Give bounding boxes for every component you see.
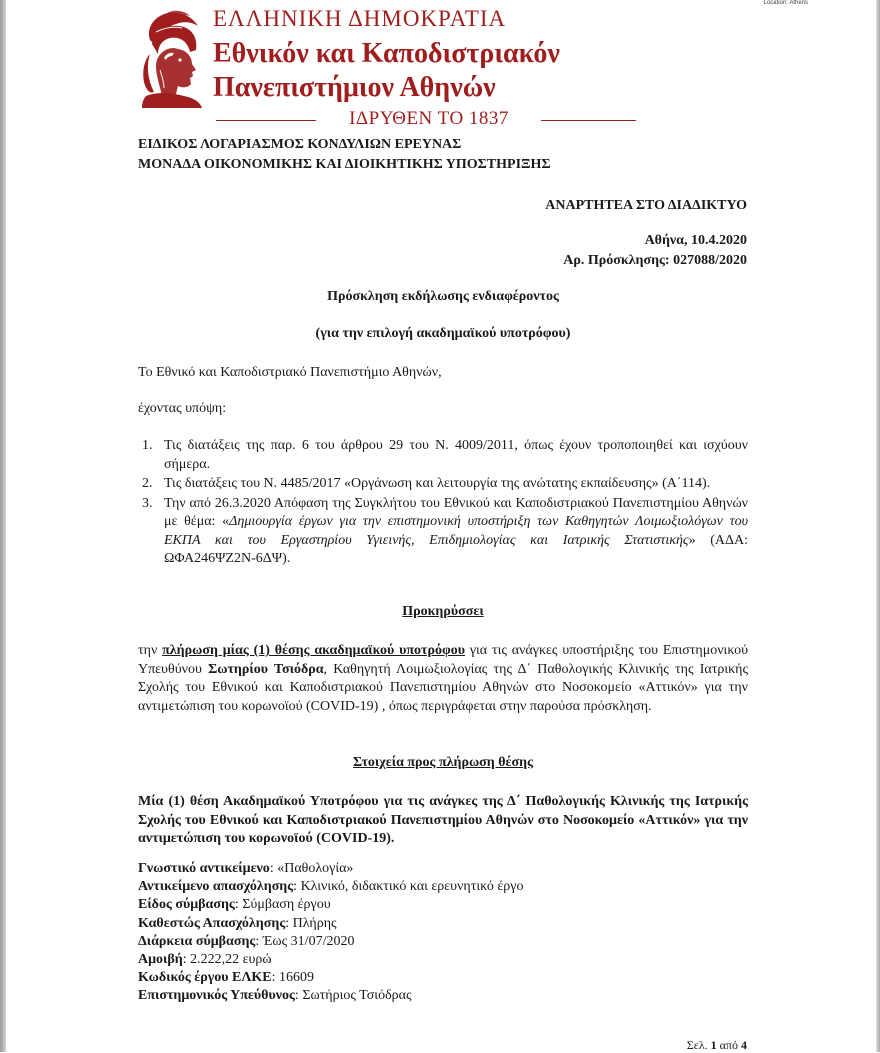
location-label: Location: Athens xyxy=(763,0,808,6)
founded-rule-left xyxy=(216,120,316,121)
detail-key: Αμοιβή xyxy=(138,952,183,968)
detail-row: Αμοιβή: 2.222,22 ευρώ xyxy=(138,952,272,968)
page-current: 1 xyxy=(710,1038,717,1052)
list-item-text-before: Την από 26.3.2020 Απόφαση της Συγκλήτου του Εθνικού και Καποδιστριακού Πανεπιστημίου Αθηνών με θέμα: « xyxy=(164,495,748,529)
department-line1: ΕΙΔΙΚΟΣ ΛΟΓΑΡΙΑΣΜΟΣ ΚΟΝΔΥΛΙΩΝ ΕΡΕΥΝΑΣ xyxy=(138,137,462,152)
detail-value: Κλινικό, διδακτικό και ερευνητικό έργο xyxy=(300,879,524,895)
announce-suffix: , Καθηγητή Λοιμωξιολογίας της Δ΄ Παθολογικής Κλινικής της Ιατρικής Σχολής του Εθνικού και Καποδιστριακού Πανεπιστημίου Αθηνών στο Νοσοκομείο «Αττικόν» για την αντιμετώπιση του κορωνοϊού (COVID-19) , όπως περιγράφεται στην παρούσα πρόσκληση. xyxy=(138,661,749,714)
list-item-text: Τις διατάξεις της παρ. 6 του άρθρου 29 του Ν. 4009/2011, όπως έχουν τροποποιηθεί και ισχύουν σήμερα. xyxy=(164,438,748,472)
list-item-text-after: » (ΑΔΑ: ΩΦΑ246ΨΖ2Ν-6ΔΨ). xyxy=(164,532,749,566)
document-subtitle: (για την επιλογή ακαδημαϊκού υποτρόφου) xyxy=(315,326,571,341)
position-details-list xyxy=(138,860,748,1006)
detail-value: 16609 xyxy=(279,970,315,986)
page-total: 4 xyxy=(741,1038,747,1052)
founded-text: ΙΔΡΥΘΕΝ ΤΟ 1837 xyxy=(349,108,509,129)
page-of: από xyxy=(716,1038,741,1052)
detail-key: Καθεστώς Απασχόλησης xyxy=(138,915,286,931)
announce-prefix: την xyxy=(138,643,163,658)
department-line2: ΜΟΝΑΔΑ ΟΙΚΟΝΟΜΙΚΗΣ ΚΑΙ ΔΙΟΙΚΗΤΙΚΗΣ ΥΠΟΣΤΗΡΙΞΗΣ xyxy=(138,157,551,172)
post-notice: ΑΝΑΡΤΗΤΕΑ ΣΤΟ ΔΙΑΔΙΚΤΥΟ xyxy=(545,198,747,213)
athena-emblem-icon xyxy=(136,10,208,108)
detail-row: Καθεστώς Απασχόλησης: Πλήρης xyxy=(138,915,337,931)
announce-position-emphasis: πλήρωση μίας (1) θέσης ακαδημαϊκού υποτρόφου xyxy=(162,643,466,658)
detail-value: 2.222,22 ευρώ xyxy=(190,952,272,968)
list-item-number: 1. xyxy=(142,438,153,453)
detail-value: Έως 31/07/2020 xyxy=(262,933,355,949)
list-item-number: 2. xyxy=(142,476,153,491)
university-name-line1: Εθνικόν και Καποδιστριακόν xyxy=(213,38,560,69)
considering-text: έχοντας υπόψη: xyxy=(138,401,227,416)
founded-banner xyxy=(216,108,636,132)
protocol-number: Αρ. Πρόσκλησης: 027088/2020 xyxy=(563,253,747,268)
detail-row: Είδος σύμβασης: Σύμβαση έργου xyxy=(138,897,331,913)
legal-basis-list xyxy=(138,437,748,570)
list-item xyxy=(138,495,748,569)
detail-value: «Παθολογία» xyxy=(277,861,354,876)
page-prefix: Σελ. xyxy=(686,1038,711,1052)
list-item-number: 3. xyxy=(142,495,153,511)
salutation-text: Το Εθνικό και Καποδιστριακό Πανεπιστήμιο Αθηνών, xyxy=(138,365,442,380)
detail-key: Διάρκεια σύμβασης xyxy=(138,933,256,949)
detail-value: Σωτήριος Τσιόδρας xyxy=(302,988,412,1004)
founded-rule-right xyxy=(541,120,636,121)
detail-row: Γνωστικό αντικείμενο: «Παθολογία» xyxy=(138,861,354,876)
detail-row: Αντικείμενο απασχόλησης: Κλινικό, διδακτικό και ερευνητικό έργο xyxy=(138,879,524,895)
detail-row: Διάρκεια σύμβασης: Έως 31/07/2020 xyxy=(138,933,355,949)
announce-middle: για τις ανάγκες υποστήριξης του Επιστημονικού Υπευθύνου xyxy=(138,643,749,677)
announce-supervisor-name: Σωτηρίου Τσιόδρα xyxy=(208,661,324,677)
detail-key: Κωδικός έργου ΕΛΚΕ xyxy=(138,970,272,986)
page-number xyxy=(687,1038,747,1053)
list-item xyxy=(138,437,748,474)
document-date: Αθήνα, 10.4.2020 xyxy=(644,233,747,248)
detail-value: Πλήρης xyxy=(292,915,337,931)
position-title: Μία (1) θέση Ακαδημαϊκού Υποτρόφου για τις ανάγκες της Δ΄ Παθολογικής Κλινικής της Ιατρικής Σχολής του Εθνικού και Καποδιστριακού Πανεπιστημίου Αθηνών στο Νοσοκομείο «Αττικόν» για την αντιμετώπιση του κορωνοϊού (COVID-19). xyxy=(138,794,748,846)
detail-key: Επιστημονικός Υπεύθυνος xyxy=(138,988,295,1004)
page-right-edge xyxy=(876,0,880,1052)
list-item-text: Τις διατάξεις του Ν. 4485/2017 «Οργάνωση και λειτουργία της ανώτατης εκπαίδευσης» (Α΄114). xyxy=(164,476,711,491)
republic-heading: ΕΛΛΗΝΙΚΗ ΔΗΜΟΚΡΑΤΙΑ xyxy=(213,6,507,31)
detail-key: Είδος σύμβασης xyxy=(138,897,235,913)
document-title: Πρόσκληση εκδήλωσης ενδιαφέροντος xyxy=(327,289,559,304)
detail-value: Σύμβαση έργου xyxy=(242,897,331,913)
announcement-paragraph xyxy=(138,642,748,716)
detail-row: Επιστημονικός Υπεύθυνος: Σωτήριος Τσιόδρας xyxy=(138,988,412,1004)
detail-row: Κωδικός έργου ΕΛΚΕ: 16609 xyxy=(138,970,315,986)
detail-key: Γνωστικό αντικείμενο xyxy=(138,861,270,876)
list-item-text-italic: Δημιουργία έργων για την επιστημονική υποστήριξη των Καθηγητών Λοιμωξιολόγων του ΕΚΠΑ και του Εργαστηρίου Υγιεινής, Επιδημιολογίας και Ιατρικής Στατιστικής xyxy=(164,514,749,548)
announce-heading: Προκηρύσσει xyxy=(402,604,484,619)
page-left-edge xyxy=(0,0,6,1052)
position-heading: Στοιχεία προς πλήρωση θέσης xyxy=(353,755,533,770)
detail-key: Αντικείμενο απασχόλησης xyxy=(138,879,294,895)
list-item xyxy=(138,475,748,494)
university-name-line2: Πανεπιστήμιον Αθηνών xyxy=(213,72,496,103)
